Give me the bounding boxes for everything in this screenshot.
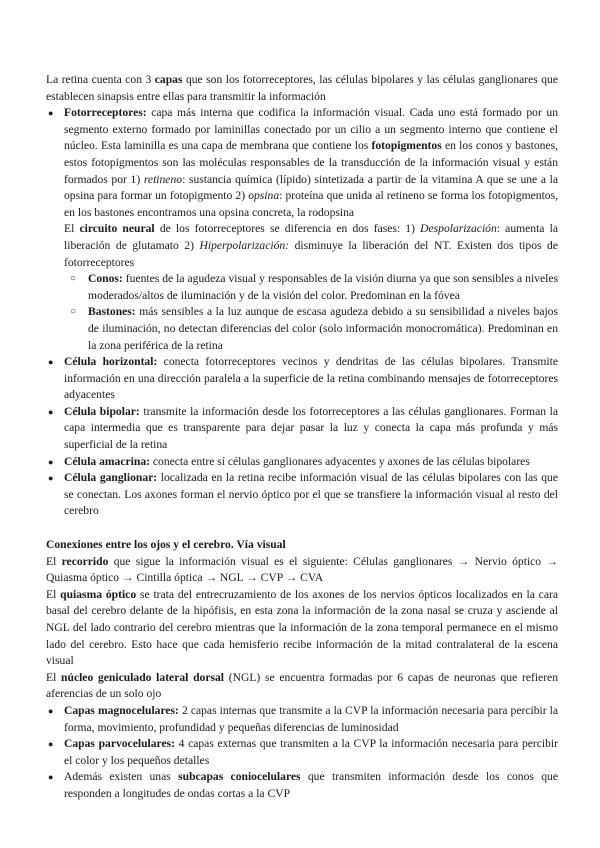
fotopigmentos-term: fotopigmentos: [371, 139, 442, 153]
ngl-text-1: El: [46, 670, 62, 684]
ganglionar-label: Célula ganglionar:: [64, 471, 158, 485]
other-cells-list: [46, 354, 558, 520]
coniocelulares-text-1: Además existen unas: [64, 770, 179, 784]
opsina-term: opsina: [248, 189, 280, 203]
ngl-text-2: (NGL) se encuentra formadas por 6 capas de neuronas que refieren aferencias de un solo ojo: [46, 670, 559, 701]
parvocelulares-text: 4 capas externas que transmiten a la CVP la información necesaria para percibir el color y los pequeños detalles: [64, 737, 559, 767]
list-item-ganglionar: [46, 470, 558, 520]
horizontal-text: conecta fotorreceptores vecinos y dendritas de las células bipolares. Transmite información en una dirección paralela a la superficie de la retina combinando mensajes de fotorreceptores adyacentes: [64, 355, 558, 402]
list-item-horizontal: [46, 354, 558, 404]
intro-text-1: La retina cuenta con 3: [46, 73, 155, 86]
magnocelulares-text: 2 capas internas que transmite a la CVP la información necesaria para percibir la forma, movimiento, profundidad y pequeñas diferencias de luminosidad: [64, 703, 558, 734]
bastones-label: Bastones:: [88, 305, 136, 319]
coniocelulares-term: subcapas coniocelulares: [178, 770, 301, 784]
circuito-neural-term: circuito neural: [79, 222, 155, 236]
quiasma-text-2: se trata del entrecruzamiento de los axones de los nervios ópticos localizados en la cara basal del cerebro delante de la hipófisis, en esta zona la información de la zona nasal se cruza y asciende al NGL del lado contrario del cerebro mientras que la información de la zona temporal permanece en el mismo lado del cerebro. Esto hace que cada hemisferio recibe información de la mitad contralateral de la escena visual: [46, 587, 558, 668]
ngl-term: núcleo geniculado lateral dorsal: [61, 670, 225, 684]
recorrido-paragraph: [46, 554, 558, 587]
ngl-paragraph: [46, 670, 558, 703]
bastones-text: más sensibles a la luz aunque de escasa agudeza debido a su sensibilidad a niveles bajos de iluminación, no detectan diferencias del color (solo información monocromática). Predominan en la zona periférica de la retina: [88, 305, 558, 352]
recorrido-text-2: que sigue la información visual es el siguiente: Células ganglionares → Nervio óptico → Quiasma óptico → Cintilla óptica → NGL → CVP → CVA: [46, 554, 558, 585]
retina-cells-list: [46, 105, 558, 271]
amacrina-text: conecta entre sí células ganglionares adyacentes y axones de las células bipolares: [149, 454, 530, 468]
circuito-text-3: : aumenta la liberación de glutamato 2): [64, 222, 558, 252]
intro-paragraph: [46, 72, 558, 105]
ganglionar-text: localizada en la retina recibe información visual de las células bipolares con las que se conectan. Los axones forman el nervio óptico por el que se transfiere la información visual al resto del cerebro: [64, 471, 558, 518]
intro-bold-capas: capas: [154, 73, 183, 86]
horizontal-label: Célula horizontal:: [64, 355, 158, 369]
list-item-bastones: [46, 304, 558, 354]
retineno-term: retineno: [143, 172, 183, 186]
conos-text: fuentes de la agudeza visual y responsables de la visión diurna ya que son sensibles a niveles moderados/altos de iluminación y de la visión del color. Predominan en la fóvea: [88, 272, 558, 302]
fotorreceptores-label: Fotorreceptores:: [64, 106, 147, 120]
fotorreceptores-text-1: capa más interna que codifica la información visual. Cada uno está formado por un segmento externo formado por laminillas conectado por un cilio a un segmento interno que contiene el núcleo. Esta laminilla es una capa de membrana que contiene los: [64, 106, 558, 153]
fotorreceptores-text-2: en los conos y bastones, estos fotopigmentos son las moléculas responsables de la transducción de la información visual y están formados por 1): [64, 139, 558, 186]
circuito-text-2: de los fotorreceptores se diferencia en dos fases: 1): [154, 222, 421, 236]
list-item-bipolar: [46, 404, 558, 454]
amacrina-label: Célula amacrina:: [64, 454, 150, 468]
recorrido-text-1: El: [46, 554, 62, 568]
hiperpolarizacion-term: Hiperpolarización:: [199, 238, 290, 252]
bipolar-text: transmite la información desde los fotorreceptores a las células ganglionares. Forman la capa intermedia que es transparente para dejar pasar la luz y conecta la capa más profunda y más superficial de la retina: [64, 404, 558, 452]
parvocelulares-label: Capas parvocelulares:: [64, 737, 175, 751]
list-item-parvocelulares: [46, 736, 558, 769]
quiasma-paragraph: [46, 587, 558, 670]
circuito-neural-paragraph: [64, 221, 558, 271]
intro-text-2: que son los fotorreceptores, las células bipolares y las células ganglionares que establecen sinapsis entre ellas para transmitir la información: [46, 73, 558, 103]
despolarizacion-term: Despolarización: [420, 222, 497, 236]
quiasma-text-1: El: [46, 587, 61, 601]
section-heading: Conexiones entre los ojos y el cerebro. Vía visual: [46, 538, 286, 552]
fotorreceptores-text-3: : sustancia química (lípido) sintetizada a partir de la vitamina A que se une a la opsina para formar un fotopigmento 2): [64, 172, 558, 203]
document-page: [46, 72, 558, 803]
coniocelulares-text-2: que transmiten información desde los conos que responden a longitudes de ondas cortas a la CVP: [64, 770, 558, 800]
fotorreceptores-text-4: : proteína que unida al retineno se forma los fotopigmentos, en los bastones encontramos una opsina concreta, la rodopsina: [64, 189, 558, 219]
list-item-fotorreceptores: [46, 105, 558, 271]
circuito-text-4: disminuye la liberación del NT. Existen dos tipos de fotorreceptores: [64, 238, 558, 269]
list-item-coniocelulares: [46, 769, 558, 802]
circuito-text-1: El: [64, 222, 80, 236]
ngl-layers-list: [46, 703, 558, 803]
quiasma-term: quiasma óptico: [60, 587, 137, 601]
list-item-amacrina: [46, 454, 558, 471]
fotorreceptores-types-list: [46, 271, 558, 354]
magnocelulares-label: Capas magnocelulares:: [64, 703, 179, 717]
list-item-magnocelulares: [46, 703, 558, 736]
list-item-conos: [46, 271, 558, 304]
conos-label: Conos:: [88, 272, 123, 286]
bipolar-label: Célula bipolar:: [64, 404, 140, 418]
recorrido-term: recorrido: [61, 554, 109, 568]
